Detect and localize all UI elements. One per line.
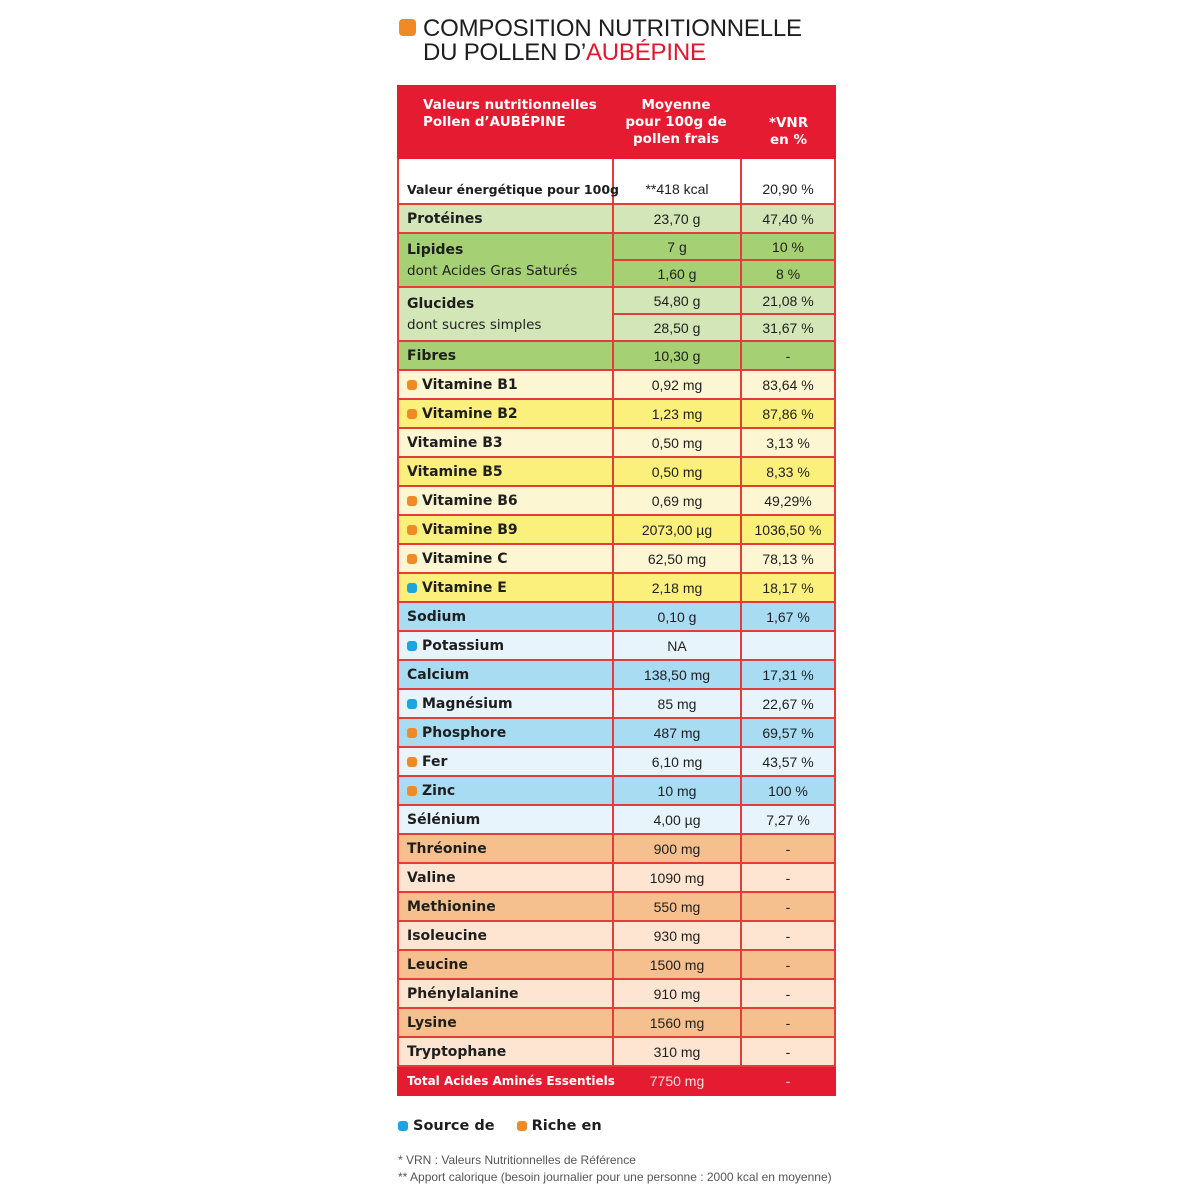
vitamins-section (397, 371, 836, 603)
row-name: Protéines (399, 205, 614, 232)
row-name-label: Magnésium (422, 695, 513, 712)
row-vnr: - (785, 347, 791, 364)
row-name-label: Valine (407, 869, 456, 886)
row-vnr: - (785, 840, 791, 857)
row-name-label: Vitamine C (422, 550, 508, 567)
row-name-label: Phosphore (422, 724, 507, 741)
header-col2-line3: pollen frais (633, 131, 719, 147)
row-name (399, 806, 614, 833)
row-name (399, 922, 614, 949)
source-marker-icon (398, 1121, 408, 1131)
title-prefix: DU POLLEN D’ (423, 39, 586, 66)
table-row (397, 980, 836, 1009)
header-col1-line2: Pollen d’AUBÉPINE (423, 114, 566, 130)
row-vnr (742, 632, 834, 659)
row-value: 85 mg (614, 690, 742, 717)
row-value-main: 54,80 g (653, 292, 701, 309)
row-name-sub: dont Acides Gras Saturés (407, 262, 578, 279)
table-row (397, 1009, 836, 1038)
row-value: 6,10 mg (614, 748, 742, 775)
row-name: Total Acides Aminés Essentiels (399, 1067, 614, 1094)
row-name (399, 487, 614, 514)
row-name (399, 1038, 614, 1065)
row-vnr: - (785, 1043, 791, 1060)
riche-marker-icon (407, 409, 417, 419)
table-row (397, 458, 836, 487)
row-name-label: Vitamine B1 (422, 376, 518, 393)
row-vnr: 43,57 % (762, 753, 814, 770)
row-name (399, 951, 614, 978)
row-value: 550 mg (614, 893, 742, 920)
row-name (399, 574, 614, 601)
legend-source-label: Source de (413, 1118, 495, 1134)
row-name-label: Thréonine (407, 840, 487, 857)
header-col2-line2: pour 100g de (625, 114, 727, 130)
row-vnr: 20,90 % (762, 181, 814, 197)
source-marker-icon (407, 583, 417, 593)
row-name (399, 400, 614, 427)
legend-riche (517, 1118, 602, 1134)
row-vnr-main: 10 % (772, 238, 804, 255)
table-row-lipides (397, 234, 836, 288)
row-vnr: 78,13 % (762, 550, 814, 567)
table-row-glucides (397, 288, 836, 342)
row-name (399, 458, 614, 485)
row-name (399, 835, 614, 862)
row-name (399, 371, 614, 398)
title-accent: AUBÉPINE (585, 39, 706, 66)
riche-marker-icon (407, 757, 417, 767)
row-vnr: 100 % (768, 782, 808, 799)
nutrition-table (397, 85, 836, 1096)
row-value: 900 mg (614, 835, 742, 862)
riche-marker-icon (407, 554, 417, 564)
table-row (397, 632, 836, 661)
row-vnr: 3,13 % (766, 434, 810, 451)
row-vnr-sub: 31,67 % (742, 313, 834, 340)
row-value: 0,69 mg (614, 487, 742, 514)
footnote-kcal: ** Apport calorique (besoin journalier pour une personne : 2000 kcal en moyenne) (398, 1170, 832, 1184)
row-value: 0,50 mg (614, 429, 742, 456)
row-name-label: Zinc (422, 782, 456, 799)
row-vnr: - (785, 869, 791, 886)
row-value: 2073,00 µg (614, 516, 742, 543)
row-name-label: Isoleucine (407, 927, 487, 944)
row-value (614, 234, 742, 286)
amino-acids-section (397, 835, 836, 1067)
row-vnr (742, 288, 834, 340)
row-name-label: Lysine (407, 1014, 457, 1031)
row-name (399, 288, 614, 340)
row-value: 310 mg (614, 1038, 742, 1065)
title-line-1: COMPOSITION NUTRITIONNELLE (423, 15, 802, 42)
table-row (397, 748, 836, 777)
row-value: 1090 mg (614, 864, 742, 891)
row-value: 10,30 g (614, 342, 742, 369)
table-row (397, 719, 836, 748)
row-vnr: - (785, 985, 791, 1002)
header-col3-line1: *VNR (768, 115, 809, 131)
row-vnr: - (785, 898, 791, 915)
row-value: NA (614, 632, 742, 659)
row-name: Fibres (399, 342, 614, 369)
source-marker-icon (407, 641, 417, 651)
row-vnr: 87,86 % (762, 405, 814, 422)
footnote-vnr: * VRN : Valeurs Nutritionnelles de Référence (398, 1153, 636, 1167)
row-name-label: Phénylalanine (407, 985, 519, 1002)
row-value: 930 mg (614, 922, 742, 949)
row-vnr: 22,67 % (762, 695, 814, 712)
legend-source (398, 1118, 495, 1134)
footnotes (398, 1152, 832, 1186)
table-row (397, 806, 836, 835)
header-col3-line2: en % (770, 132, 807, 148)
source-marker-icon (407, 699, 417, 709)
row-value: 4,00 µg (614, 806, 742, 833)
row-value: 0,10 g (614, 603, 742, 630)
row-vnr: - (785, 927, 791, 944)
header-col-vnr (741, 115, 836, 149)
row-value: 1,23 mg (614, 400, 742, 427)
row-vnr: 47,40 % (762, 210, 814, 227)
row-name-label: Vitamine E (422, 579, 507, 596)
riche-marker-icon (407, 496, 417, 506)
row-value-sub: 28,50 g (614, 313, 740, 340)
row-vnr: - (785, 1014, 791, 1031)
row-name-label: Methionine (407, 898, 496, 915)
row-name-label: Sodium (407, 608, 467, 625)
row-name (399, 690, 614, 717)
table-row-energy (397, 159, 836, 205)
row-name-sub: dont sucres simples (407, 316, 542, 333)
row-value: 62,50 mg (614, 545, 742, 572)
riche-marker-icon (517, 1121, 527, 1131)
row-vnr: 49,29% (764, 492, 812, 509)
header-col1-line1: Valeurs nutritionnelles (423, 97, 597, 113)
row-name (399, 777, 614, 804)
row-vnr (742, 234, 834, 286)
row-value: 10 mg (614, 777, 742, 804)
table-row (397, 922, 836, 951)
row-name-main: Glucides (407, 295, 475, 312)
row-vnr: 1036,50 % (754, 521, 822, 538)
minerals-section (397, 603, 836, 835)
row-vnr: 7,27 % (766, 811, 810, 828)
row-vnr: 17,31 % (762, 666, 814, 683)
row-name (399, 661, 614, 688)
table-header (397, 85, 836, 159)
table-row (397, 545, 836, 574)
row-name (399, 864, 614, 891)
row-value: **418 kcal (614, 159, 742, 203)
riche-marker-icon (407, 728, 417, 738)
row-value (614, 288, 742, 340)
header-col2-line1: Moyenne (641, 97, 711, 113)
row-vnr: 69,57 % (762, 724, 814, 741)
header-col-nutrients (423, 97, 597, 131)
row-value: 138,50 mg (614, 661, 742, 688)
row-name-label: Fer (422, 753, 448, 770)
riche-marker-icon (407, 525, 417, 535)
table-row (397, 951, 836, 980)
table-row (397, 893, 836, 922)
row-name (399, 893, 614, 920)
table-row (397, 864, 836, 893)
row-value: 1560 mg (614, 1009, 742, 1036)
table-row (397, 1038, 836, 1067)
row-name (399, 429, 614, 456)
row-vnr-sub: 8 % (742, 259, 834, 286)
row-vnr: - (785, 956, 791, 973)
table-row (397, 516, 836, 545)
row-value: 23,70 g (614, 205, 742, 232)
row-value: 0,50 mg (614, 458, 742, 485)
row-value: 2,18 mg (614, 574, 742, 601)
row-name-main: Lipides (407, 241, 464, 258)
row-name (399, 748, 614, 775)
row-value-sub: 1,60 g (614, 259, 740, 286)
header-col-average (612, 97, 740, 148)
row-name-label: Vitamine B5 (407, 463, 503, 480)
row-value: 487 mg (614, 719, 742, 746)
row-name (399, 719, 614, 746)
row-vnr: 83,64 % (762, 376, 814, 393)
row-value: 0,92 mg (614, 371, 742, 398)
row-vnr: 8,33 % (766, 463, 810, 480)
row-name-label: Vitamine B2 (422, 405, 518, 422)
title-marker-icon (399, 19, 416, 36)
table-row (397, 835, 836, 864)
row-name (399, 632, 614, 659)
row-name-label: Calcium (407, 666, 470, 683)
row-name-label: Tryptophane (407, 1043, 507, 1060)
row-value: 1500 mg (614, 951, 742, 978)
row-name (399, 1009, 614, 1036)
row-value: 7750 mg (614, 1067, 742, 1094)
table-row (397, 690, 836, 719)
table-row-fibres (397, 342, 836, 371)
table-row (397, 574, 836, 603)
row-name-label: Vitamine B3 (407, 434, 503, 451)
row-name-label: Leucine (407, 956, 468, 973)
table-row-proteines (397, 205, 836, 234)
row-vnr-main: 21,08 % (762, 292, 814, 309)
legend (398, 1118, 624, 1134)
row-name: Valeur énergétique pour 100g (399, 159, 614, 203)
row-vnr: - (785, 1072, 791, 1089)
riche-marker-icon (407, 380, 417, 390)
row-vnr: 18,17 % (762, 579, 814, 596)
row-name (399, 545, 614, 572)
row-name (399, 980, 614, 1007)
legend-riche-label: Riche en (531, 1118, 602, 1134)
table-row (397, 429, 836, 458)
table-row (397, 487, 836, 516)
row-name-label: Vitamine B9 (422, 521, 518, 538)
row-name-label: Sélénium (407, 811, 481, 828)
table-row (397, 661, 836, 690)
row-vnr: 1,67 % (766, 608, 810, 625)
table-row (397, 603, 836, 632)
table-row (397, 777, 836, 806)
row-value: 910 mg (614, 980, 742, 1007)
row-name-label: Vitamine B6 (422, 492, 518, 509)
row-value-main: 7 g (667, 238, 687, 255)
row-name (399, 234, 614, 286)
row-name (399, 603, 614, 630)
table-row (397, 371, 836, 400)
row-name-label: Potassium (422, 637, 505, 654)
table-row (397, 400, 836, 429)
table-row-total (397, 1067, 836, 1096)
row-name (399, 516, 614, 543)
title-line-2 (423, 41, 706, 65)
riche-marker-icon (407, 786, 417, 796)
